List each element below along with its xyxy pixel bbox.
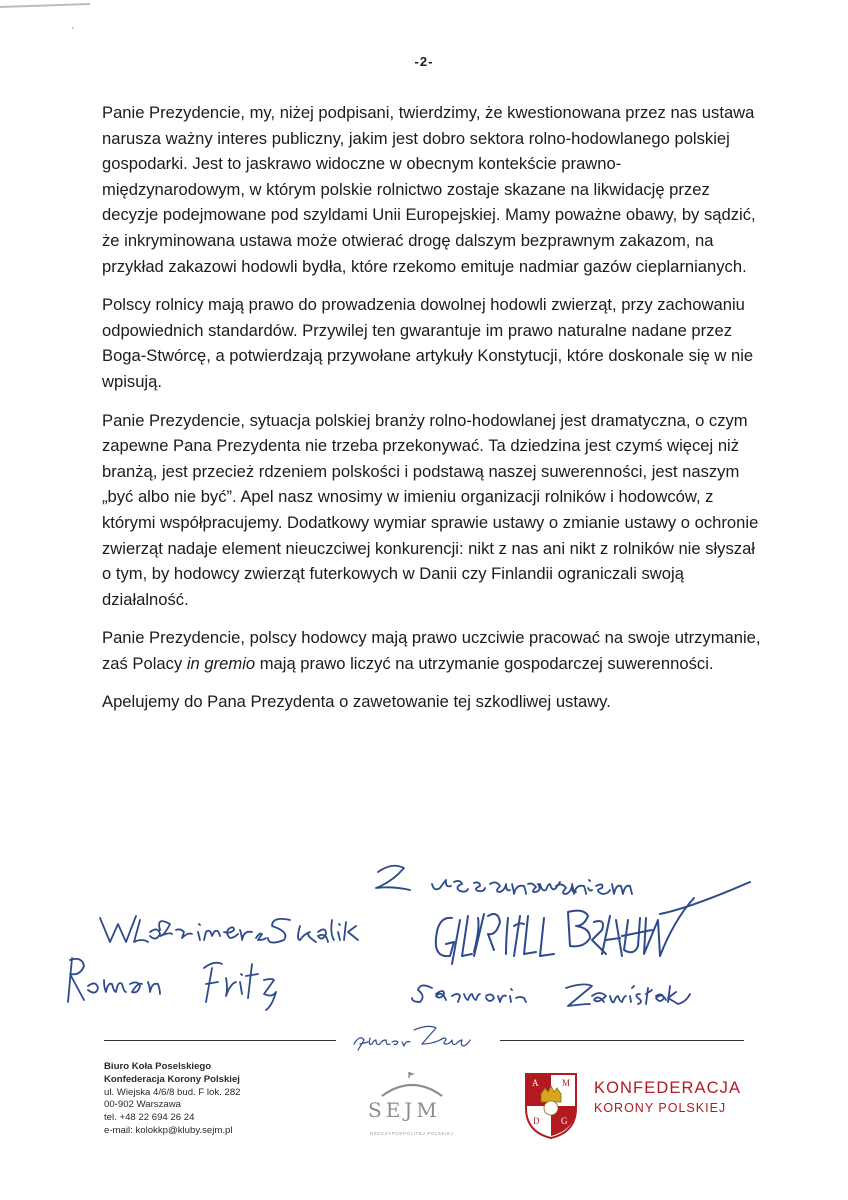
kkp-logo-subtitle: KORONY POLSKIEJ xyxy=(594,1101,727,1115)
signature-small-center xyxy=(354,1026,470,1050)
office-name: Biuro Koła Poselskiego xyxy=(104,1061,212,1072)
italic-phrase: in gremio xyxy=(186,653,256,673)
sejm-logo-subtext: RZECZYPOSPOLITEJ POLSKIEJ xyxy=(370,1131,454,1136)
party-name: Konfederacja Korony Polskiej xyxy=(104,1073,240,1085)
paragraph: Panie Prezydencie, polscy hodowcy mają prawo uczciwie pracować na swoje utrzymanie, zaś Polacy in gremio mają prawo liczyć na utrzymanie gospodarczej suwerenności. xyxy=(102,628,761,673)
signature-roman-fritz xyxy=(68,958,276,1010)
postal-address: 00-902 Warszawa xyxy=(104,1099,181,1111)
closing-handwriting xyxy=(376,866,632,894)
phone-number: tel. +48 22 694 26 24 xyxy=(104,1112,195,1124)
sejm-logo-text: SEJM xyxy=(368,1098,441,1122)
footer-address xyxy=(104,1061,241,1138)
paragraph: Panie Prezydencie, my, niżej podpisani, twierdzimy, że kwestionowana przez nas ustawa narusza ważny interes publiczny, jakim jest dobro sektora rolno-hodowlanego polskiej gospodarki. Jest to jaskrawo widoczne w obecnym kontekście prawno-międzynarodowym, w którym polskie rolnictwo zostaje skazane na likwidację przez decyzje podejmowane pod szyldami Unii Europejskiej. Mamy poważne obawy, by sądzić, że inkryminowana ustawa może otwierać drogę dalszym bezprawnym zakazom, na przykład zakazowi hodowli bydła, które rzekomo emituje nadmiar gazów cieplarnianych. xyxy=(102,103,756,276)
crest-letter: D xyxy=(533,1116,540,1126)
crest-letter: M xyxy=(562,1078,571,1088)
email-address: e-mail: kolokkp@kluby.sejm.pl xyxy=(104,1124,233,1136)
paragraph: Polscy rolnicy mają prawo do prowadzenia dowolnej hodowli zwierząt, przy zachowaniu odpowiednich standardów. Przywilej ten gwarantuje im prawo naturalne nadane przez Boga-Stwórcę, a potwierdzają przywołane artykuły Konstytucji, które doskonale się w nie wpisują. xyxy=(102,295,754,391)
paragraph: Apelujemy do Pana Prezydenta o zawetowanie tej szkodliwej ustawy. xyxy=(102,692,611,712)
signature-line-left xyxy=(104,1040,336,1041)
signature-slawomir-zawislak xyxy=(412,984,690,1006)
signature-wlodzimierz-skalik xyxy=(100,916,358,943)
page-number: -2- xyxy=(414,54,434,69)
kkp-crest-icon xyxy=(524,1072,578,1140)
crest-letter: A xyxy=(532,1078,539,1088)
kkp-logo-title: KONFEDERACJA xyxy=(594,1079,742,1097)
paragraph: Panie Prezydencie, sytuacja polskiej branży rolno-hodowlanej jest dramatyczna, o czym zapewne Pana Prezydenta nie trzeba przekonywać. Ta dziedzina jest czymś więcej niż branżą, jest przecież rdzeniem polskości i podstawą naszej suwerenności, jest naszym „być albo nie być”. Apel nasz wnosimy w imieniu organizacji rolników i hodowców, z którymi współpracujemy. Dodatkowy wymiar sprawie ustawy o zmianie ustawy o ochronie zwierząt nadaje element nieuczciwej konkurencji: nikt z nas ani nikt z rolników nie słyszał o tym, by hodowcy zwierząt futerkowych w Danii czy Finlandii ograniczali swoją działalność. xyxy=(102,410,759,609)
crest-letter: G xyxy=(561,1116,568,1126)
street-address: ul. Wiejska 4/6/8 bud. F lok. 282 xyxy=(104,1086,241,1098)
signature-grzegorz-braun xyxy=(436,882,750,964)
signature-line-right xyxy=(500,1040,744,1041)
